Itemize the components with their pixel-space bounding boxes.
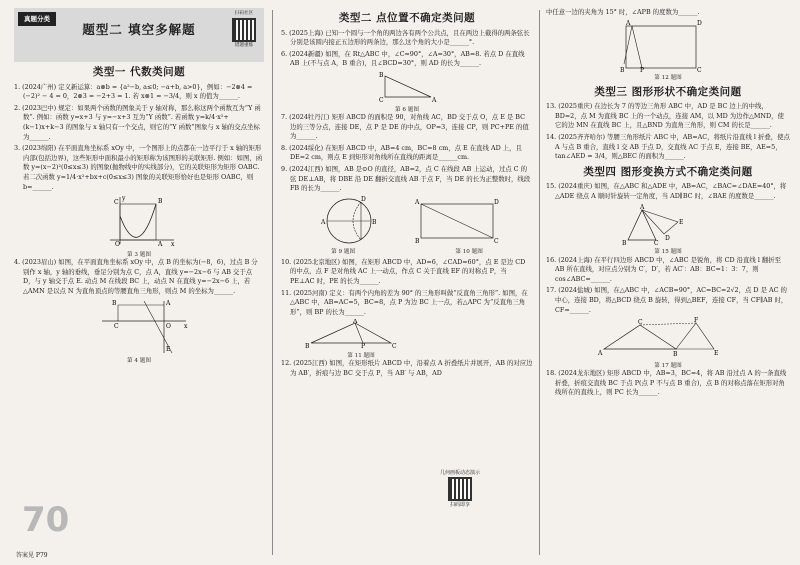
qr-code-icon[interactable] [232,18,256,42]
figure-4 [14,299,264,363]
column-right [546,6,790,559]
svg-text:B: B [415,237,420,245]
figure-11-caption: 第 11 题图 [347,352,375,359]
column-divider [539,10,540,555]
svg-text:O: O [115,241,120,249]
svg-text:B: B [620,66,625,72]
figure-17 [546,317,790,367]
svg-text:C: C [638,319,643,327]
circle-and-rectangle-diagram [281,196,533,246]
svg-text:B: B [622,239,627,246]
svg-text:y: y [122,195,126,203]
answer-reference[interactable]: 答案见 P79 [16,552,48,559]
svg-text:B: B [673,351,678,359]
svg-text:P: P [361,343,366,350]
svg-text:D: D [494,198,499,206]
svg-text:B: B [372,218,377,226]
svg-text:E: E [714,350,719,358]
qr2-caption-top: 几何画板动态演示 [439,470,480,476]
figure-11 [281,319,533,357]
figure-12-caption: 第 12 题图 [654,75,682,82]
svg-text:D: D [665,234,670,242]
qr2-caption-bottom: 扫码即享 [449,502,470,508]
svg-text:A: A [166,299,171,307]
column-divider [272,10,273,555]
category-heading: 类型二 点位置不确定类问题 [338,12,476,24]
figure-15-caption: 第 15 题图 [654,249,682,256]
coordinate-diagram [14,299,264,355]
question-4: 4. (2023眉山) 如图，在平面直角坐标系 xOy 中，点 B 的坐标为(−8，6)，过点 B 分别作 x 轴，y 轴的垂线，垂足分别为点 C，点 A，直线 y=−2x−6 与 AB 交于点 D，与 y 轴交于点 E. 动点 M 在线段 BC 上，动点 N 在直线 y=−2x−6 上，若△AMN 是以点 N 为直角顶点的等腰直角三角形，则点 M 的坐标为______. [14,258,258,295]
figure-6-caption: 第 6 题图 [395,106,419,113]
qr-caption-bottom: 错题重练 [234,43,254,48]
parabola-diagram [14,194,264,248]
question-13: 13. (2025重庆) 在边长为 7 的等边三角形 ABC 中，AD 是 BC 边上的中线，BD=2，点 M 为直线 BC 上的一个动点，连接 AM，以 MD 为边作△MND，使它的边 MN 在直线 BC 上，且△BND 为直角三角形，则 CM 的长是______. [546,102,784,130]
figure-10-caption: 第 10 题图 [455,249,483,256]
question-9: 9. (2024江西) 如图，AB 是⊙O 的直径，AB=2，点 C 在线段 AB 上运动，过点 C 的弦 DE⊥AB，将 DBE 沿 DE 翻折交直线 AB 于点 F，当 DE 的长为正整数时，线段 FB 的长为______. [281,164,531,193]
question-7: 7. (2024牡丹江) 矩形 ABCD 的面积是 90，对角线 AC，BD 交于点 O，点 E 是 BC 边的三等分点，连接 DE，点 P 是 DE 的中点，OP=3，连接 CP，则 PC+PE 的值为______. [281,112,529,141]
svg-text:P: P [640,66,645,72]
title-band [14,8,264,62]
question-16: 16. (2024上海) 在平行四边形 ABCD 中，∠ABC 是锐角，将 CD 沿直线 l 翻折至 AB 所在直线，对应点分别为 C′，D′，若 AC′：AB：BC=1：3：7，则 cos∠ABC=______. [546,255,782,283]
figure-captions-row [281,249,533,256]
question-15: 15. (2024重庆) 如图，在△ABC 和△ADE 中，AB=AC，∠BAC=∠DAE=40°，将△ADE 绕点 A 顺时针旋转一定角度，当 AD∥BC 时，∠BAE 的度数是______. [546,182,787,200]
svg-text:A: A [640,203,645,211]
qr-block-dynamic [437,470,483,508]
question-18: 18. (2024龙东地区) 矩形 ABCD 中，AB=3，BC=4，将 AB 沿过点 A 的一条直线折叠，折痕交直线 BC 于点 P(点 P 不与点 B 重合)，点 B 的对称点落在矩形对角线所在的直线上，则 PC 长为______. [546,369,787,397]
figure-9-10 [281,196,533,256]
question-5: 5. (2025上海) 已知一个圆与一个角的两边各有两个公共点，且在两边上截得的两条弦长分别是该圆内接正五边形的两条边，那么这个角的大小是______°. [281,28,530,47]
question-2: 2. (2023巴中) 规定：如果两个函数的图象关于 y 轴对称，那么称这两个函数互为“Y 函数”. 例如：函数 y=x+3 与 y=−x+3 互为“Y 函数”. 若函数 y=k/4·x²+(k−1)x+k−3 的图象与 x 轴只有一个交点，则它的“Y 函数”图象与 x 轴的交点坐标为______. [14,103,261,141]
question-12-continued: 中任意一边的夹角为 15° 时，∠APB 的度数为______. [546,8,700,16]
svg-text:C: C [379,96,384,103]
category-heading: 类型一 代数类问题 [92,66,186,78]
svg-text:F: F [694,317,699,325]
svg-text:B: B [379,71,384,79]
question-6: 6. (2024新疆) 如图，在 Rt△ABC 中，∠C=90°，∠A=30°，AB=8. 若点 D 在直线 AB 上(不与点 A，B 重合)，且∠BCD=30°，则 AD 的长为______. [281,49,525,68]
svg-text:A: A [158,241,163,249]
question-3: 3. (2023绵阳) 在平面直角坐标系 xOy 中，一个图形上的点都在一边平行于 x 轴的矩形内部(包括边界)，这些矩形中面积最小的矩形称为该图形的关联矩形. 例如：如图，函数 y=(x−2)²(0≤x≤3) 的图象(抛物线中的实线部分)，它的关联矩形为矩形 OABC. 若二次函数 y=1/4·x²+bx+c(0≤x≤3) 图象的关联矩形恰好也是矩形 OABC，则 b=______. [14,144,263,191]
svg-text:A: A [598,350,603,358]
qr-code-icon[interactable] [448,477,472,501]
svg-text:E: E [679,218,684,226]
svg-text:C: C [697,66,702,72]
qr-caption-top: 扫码社区 [234,11,254,16]
svg-text:D: D [697,19,702,27]
svg-text:C: C [494,237,499,245]
svg-text:B: B [112,299,117,307]
svg-text:B: B [305,343,310,350]
category-heading: 类型三 图形形状不确定类问题 [594,85,742,98]
right-triangle-diagram [281,71,533,103]
question-1: 1. (2024广州) 定义新运算：a⊗b = {a²−b, a≤0; −a+b, a>0}，例如：−2⊗4 = (−2)² − 4 = 0，2⊗3 = −2+3 = 1. 若 x⊗1 = −3/4，则 x 的值为______. [14,82,253,101]
figure-12 [546,20,790,82]
svg-text:E: E [166,345,171,353]
svg-text:A: A [353,319,358,326]
question-17: 17. (2024盐城) 如图，在△ABC 中，∠ACB=90°，AC=BC=2√2，点 D 是 AC 的中心，连接 BD，将△BCD 绕点 B 旋转，得到△BEF，连接 CF，当 CF∥AB 时，CF=______. [546,286,788,314]
category-heading: 类型四 图形变换方式不确定类问题 [583,165,753,178]
question-14: 14. (2025齐齐哈尔) 等腰三角形纸片 ABC 中，AB=AC，将纸片沿直线 l 折叠，使点 A 与点 B 重合，直线 l 交 AB 于点 D，交直线 AC 于点 E，连接 BE，AE=5，tan∠AED = 3/4，则△BEC 的面积为______. [546,132,790,161]
page-number: 70 [22,500,70,540]
qr-block [228,11,260,49]
column-middle [281,6,533,559]
figure-17-caption: 第 17 题图 [654,362,682,369]
svg-text:C: C [392,343,397,350]
figure-15 [546,204,790,254]
svg-text:C: C [654,239,659,246]
svg-text:D: D [361,195,366,203]
svg-text:C: C [114,322,119,330]
svg-text:A: A [626,19,631,27]
svg-text:O: O [166,322,171,330]
figure-4-caption: 第 4 题图 [127,358,151,365]
svg-text:x: x [171,241,175,249]
svg-text:B: B [158,198,163,206]
svg-text:A: A [432,96,437,103]
isosceles-triangle-diagram [281,319,441,349]
svg-text:C: C [114,199,119,207]
section-title: 题型二 填空多解题 [82,22,196,37]
figure-6 [281,71,533,111]
question-12: 12. (2025江西) 如图，在矩形纸片 ABCD 中，沿着点 A 折叠纸片并展开，AB 的对应边为 AB′，折痕与边 BC 交于点 P，当 AB′ 与 AB，AD [281,359,533,377]
rotated-right-triangle-diagram [546,317,790,359]
figure-3-caption: 第 3 题图 [127,251,151,258]
rotation-triangles-diagram [546,204,790,246]
svg-text:x: x [184,322,188,330]
svg-text:A: A [415,198,420,206]
question-8: 8. (2024绥化) 在矩形 ABCD 中，AB=4 cm，BC=8 cm，点 E 在直线 AD 上，且 DE=2 cm，则点 E 到矩形对角线所在直线的距离是______cm. [281,143,522,162]
question-10: 10. (2025北京地区) 如图，在矩形 ABCD 中，AD=6，∠CAD=60°，点 E 是边 CD 的中点，点 F 是对角线 AC 上一动点，作点 C 关于直线 EF 的对称点 P，当 PE⊥AC 时，PE 的长为______. [281,257,526,285]
folded-rectangle-diagram [546,20,790,72]
column-left [14,6,264,559]
figure-9-caption: 第 9 题图 [331,249,356,256]
svg-text:A: A [321,218,326,226]
question-11: 11. (2025河南) 定义：有两个内角的差为 90° 的三角形叫做“反直角三角形”. 如图，在△ABC 中，AB=AC=5，BC=8，点 P 为边 BC 上一点，若△APC 为“反直角三角形”，则 BP 的长为______. [281,288,528,316]
figure-3 [14,194,264,256]
brand-logo: 真题分类 [18,12,56,26]
